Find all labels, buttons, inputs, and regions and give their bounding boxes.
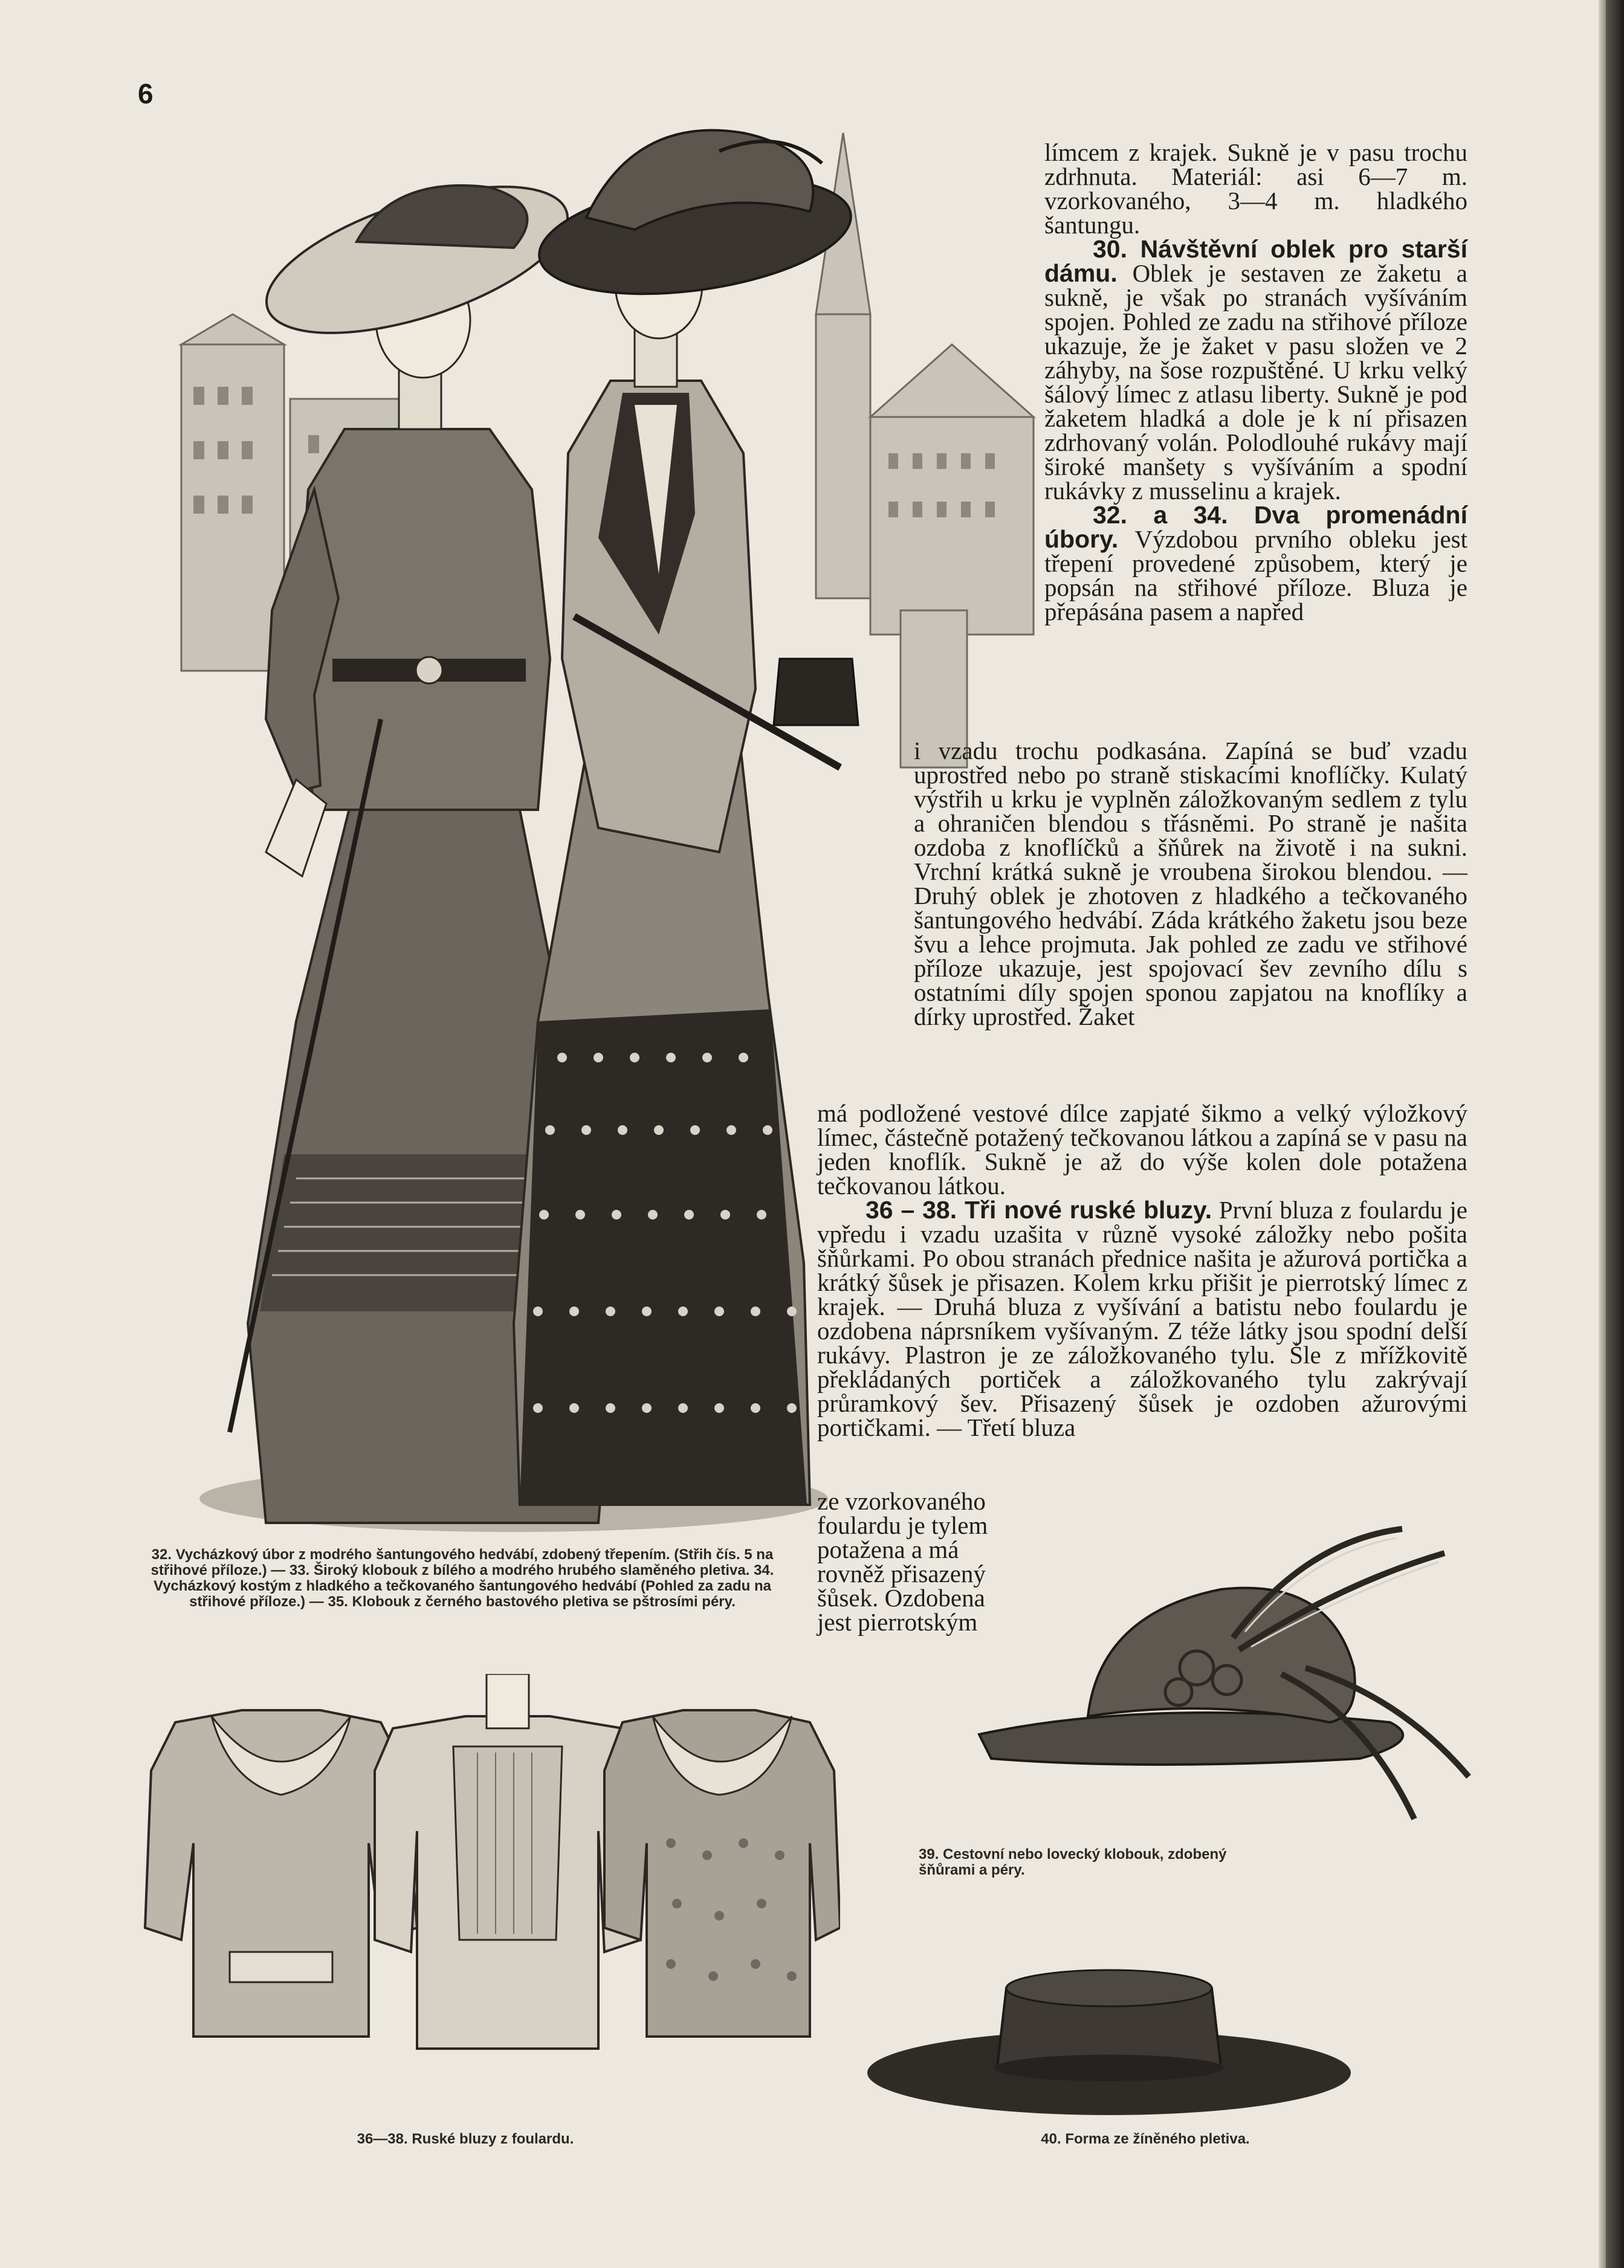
caption-figure-36-38: 36—38. Ruské bluzy z foulardu.: [357, 2131, 574, 2147]
text-block-middle: [914, 738, 1467, 1029]
paragraph-32-34-continued: i vzadu trochu podkasána. Zapíná se buď vzadu uprostřed nebo po straně stiskacími knoflíčky. Kulatý výstřih u krku je vyplněn záložkovaným sedlem z tylu a ohraničen blendou s třásněmi. Po straně je našita ozdoba z knoflíčků a šňůrek na životě i na sukni. Vrchní krátká sukně je vroubena širokou blendou. — Druhý oblek je zhotoven z hladkého a tečkovaného šantungového hedvábí. Záda krátkého žaketu jsou beze švu a lehce projmuta. Jak pohled ze zadu ve střihové příloze ukazuje, jest spojovací šev zevního dílu s ostatními díly spojen sponou zapjatou na knoflíky a dírky uprostřed. Žaket: [914, 737, 1467, 1030]
paragraph-36-38-continued: ze vzorkovaného foulardu je tylem potažena a má rovněž přisazený šůsek. Ozdobena jest pierrotským: [817, 1487, 988, 1636]
heading-30: 30. Návštěvní oblek pro starší dámu.: [1044, 235, 1467, 287]
text-block-narrow-lower: [817, 1489, 1017, 1634]
heading-36-38: 36 – 38. Tři nové ruské bluzy.: [865, 1196, 1212, 1224]
page-number: 6: [138, 78, 154, 109]
text-block-wide: [817, 1101, 1467, 1439]
figure-40-illustration: [858, 1940, 1360, 2121]
paragraph-32-34-text: Výzdobou prvního obleku jest třepení provedené způsobem, který je popsán na střihové příloze. Bluza je přepásána pasem a napřed: [1044, 525, 1467, 625]
figure-36-38-illustration: [139, 1674, 840, 2085]
caption-figure-39: 39. Cestovní nebo lovecký klobouk, zdobený šňůrami a péry.: [919, 1846, 1227, 1878]
page-edge-light: [1599, 0, 1606, 2268]
page-binding-edge: [1606, 0, 1624, 2268]
caption-figure-32-35: 32. Vycházkový úbor z modrého šantungového hedvábí, zdobený třepením. (Střih čís. 5 na střihové příloze.) — 33. Široký klobouk z bílého a modrého hrubého slaměného pletiva. 34. Vycházkový kostým z hladkého a tečkovaného šantungového hedvábí (Pohled za zadu na střihové příloze.) — 35. Klobouk z černého bastového pletiva se pštrosími péry.: [150, 1546, 774, 1610]
paragraph-36-38-text: První bluza z foulardu je vpředu i vzadu uzašita v různě vysoké záložky nebo pošita šňůrkami. Po obou stranách přednice našita je ažurová portička a krátký šůsek je přisazen. Kolem krku přišit je pierrotský límec z krajek. — Druhá bluza z vyšívání a batistu nebo foulardu je ozdobena náprsníkem vyšívaným. Z téže látky jsou spodní delší rukávy. Plastron je ze záložkovaného tylu. Šle z mřížkovitě překládaných portiček a záložkovaného tylu zakrývají průramkový šev. Přisazený šůsek je ozdoben ažurovými portičkami. — Třetí bluza: [817, 1196, 1467, 1441]
paragraph-29-end: límcem z krajek. Sukně je v pasu trochu zdrhnuta. Materiál: asi 6—7 m. vzorkovaného, 3—4 m. hladkého šantungu.: [1044, 138, 1467, 239]
heading-32-34: 32. a 34. Dva promenádní úbory.: [1044, 501, 1467, 553]
paragraph-32-34: [1044, 503, 1467, 624]
paragraph-30-text: Oblek je sestaven ze žaketu a sukně, je však po stranách vyšíváním spojen. Pohled ze zadu na střihové příloze ukazuje, že je žaket v pasu složen ve 2 záhyby, na šose rozpuštěné. U krku velký šálový límec z atlasu liberty. Sukně je pod žaketem hladká a dole je k ní přisazen zdrhovaný volán. Polodlouhé rukávy mají široké manšety s vyšíváním a spodní rukávky z musselinu a krajek.: [1044, 259, 1468, 505]
figure-39-illustration: [967, 1517, 1487, 1855]
paragraph-30: [1044, 237, 1467, 503]
paragraph-32-34-end: má podložené vestové dílce zapjaté šikmo a velký výložkový límec, částečně potažený tečkovanou látkou a zapíná se v pasu na jeden knoflík. Sukně je až do výše kolen dole potažena tečkovanou látkou.: [817, 1099, 1467, 1200]
text-block-upper-right: [1044, 140, 1467, 624]
caption-figure-40: 40. Forma ze žíněného pletiva.: [1041, 2131, 1250, 2147]
paragraph-36-38: [817, 1198, 1467, 1439]
